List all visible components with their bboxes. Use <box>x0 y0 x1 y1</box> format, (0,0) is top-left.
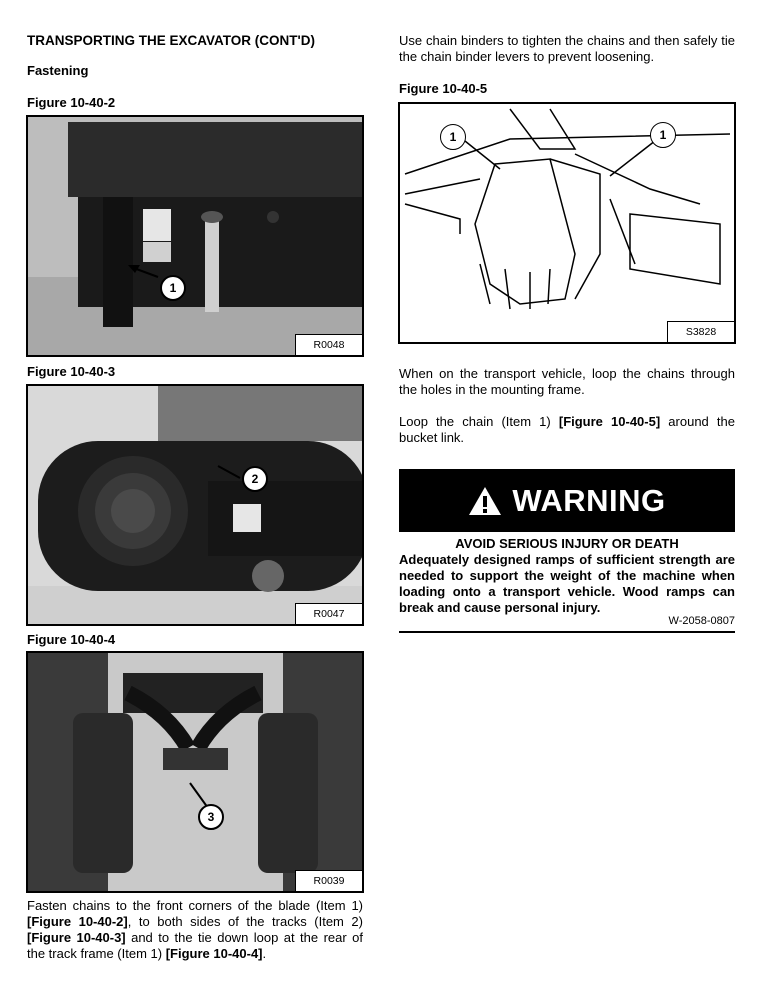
figure-label-10-40-4: Figure 10-40-4 <box>27 632 116 647</box>
section-title: TRANSPORTING THE EXCAVATOR (CONT'D) <box>27 33 315 48</box>
figure-label-10-40-5: Figure 10-40-5 <box>399 81 488 96</box>
bucket-link-paragraph <box>399 414 735 446</box>
figure-bucket-drawing <box>398 102 736 344</box>
fasten-text-3: and to the tie down loop at the rear of the track frame (Item 1) <box>27 930 363 961</box>
transport-paragraph: When on the transport vehicle, loop the chains through the holes in the mounting frame. <box>399 366 735 397</box>
callout-1: 1 <box>160 275 186 301</box>
warning-subtitle: AVOID SERIOUS INJURY OR DEATH <box>455 536 679 551</box>
warning-title: WARNING <box>512 482 666 518</box>
figure-code: S3828 <box>667 321 734 342</box>
chain-binder-paragraph: Use chain binders to tighten the chains and then safely tie the chain binder levers to prevent loosening. <box>399 33 735 64</box>
fasten-ref-2: [Figure 10-40-3] <box>27 930 126 945</box>
warning-triangle-icon <box>468 486 502 516</box>
fasten-paragraph <box>27 898 363 962</box>
warning-text: Adequately designed ramps of sufficient strength are needed to support the weight of the machine when loading onto a transport vehicle. Wood ramps can break and cause personal injury. <box>399 552 735 615</box>
tiedown-illustration <box>28 653 362 891</box>
figure-label-10-40-2: Figure 10-40-2 <box>27 95 116 110</box>
callout-1b: 1 <box>650 122 676 148</box>
track-illustration <box>28 386 362 624</box>
callout-1a: 1 <box>440 124 466 150</box>
warning-code: W-2058-0807 <box>668 615 735 627</box>
fasten-text-4: . <box>262 946 267 961</box>
fasten-text-1: Fasten chains to the front corners of the blade (Item 1) <box>27 898 363 913</box>
figure-code: R0048 <box>295 334 362 355</box>
loop-ref: [Figure 10-40-5] <box>558 414 661 429</box>
loop-text-2: around the bucket link. <box>399 414 735 445</box>
warning-banner <box>399 469 735 532</box>
figure-code: R0039 <box>295 870 362 891</box>
fasten-ref-3: [Figure 10-40-4] <box>165 946 263 961</box>
loop-text-1: Loop the chain (Item 1) <box>399 414 559 429</box>
subheading-fastening: Fastening <box>27 63 89 78</box>
figure-track-photo <box>26 384 364 626</box>
figure-tiedown-photo <box>26 651 364 893</box>
warning-rule <box>399 631 735 633</box>
blade-illustration <box>28 117 362 355</box>
figure-code: R0047 <box>295 603 362 624</box>
figure-label-10-40-3: Figure 10-40-3 <box>27 364 116 379</box>
fasten-ref-1: [Figure 10-40-2] <box>27 914 128 929</box>
fasten-text-2: , to both sides of the tracks (Item 2) <box>127 914 363 929</box>
callout-3: 3 <box>198 804 224 830</box>
callout-2: 2 <box>242 466 268 492</box>
figure-blade-photo <box>26 115 364 357</box>
